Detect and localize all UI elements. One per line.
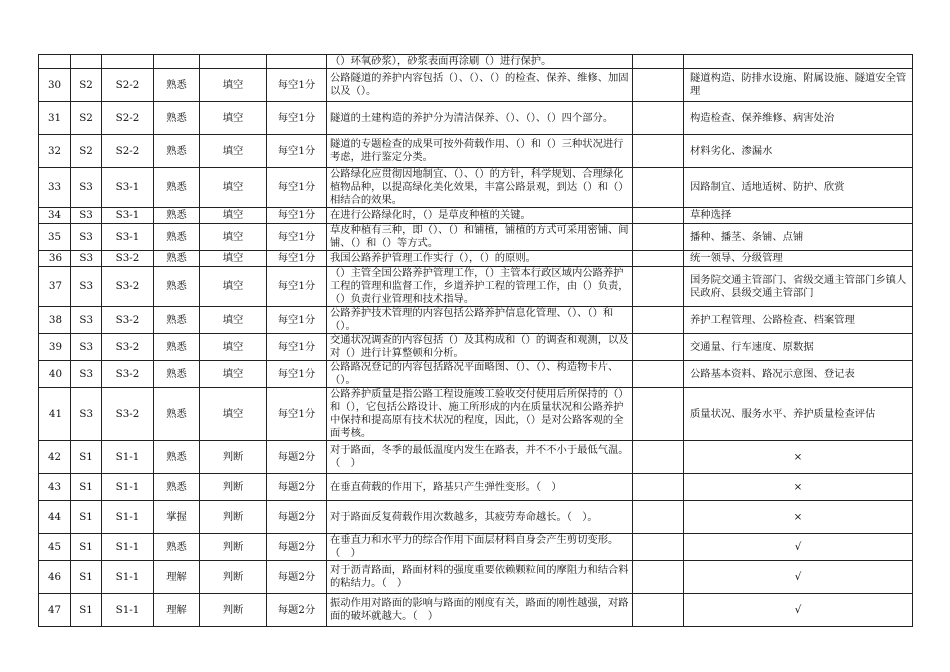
answer-text: 交通量、行车速度、原数据 <box>684 334 913 361</box>
table-row <box>39 561 913 594</box>
question-type: 填空 <box>200 69 267 102</box>
score-rule: 每空1分 <box>267 69 327 102</box>
score-rule: 每空1分 <box>267 168 327 208</box>
answer-text: 播种、播茎、条铺、点铺 <box>684 224 913 251</box>
unit-code: S2-2 <box>102 102 154 135</box>
answer-text: 国务院交通主管部门、省级交通主管部门乡镇人民政府、县级交通主管部门 <box>684 267 913 307</box>
empty-cell <box>633 102 684 135</box>
question-type: 填空 <box>200 224 267 251</box>
row-number: 41 <box>39 388 71 441</box>
table-row <box>39 267 913 307</box>
module-code: S3 <box>71 208 102 224</box>
unit-code: S3-1 <box>102 208 154 224</box>
answer-text: × <box>684 501 913 534</box>
empty-cell <box>633 334 684 361</box>
unit-code: S1-1 <box>102 561 154 594</box>
answer-text: 因路制宜、适地适树、防护、欣赏 <box>684 168 913 208</box>
answer-text: × <box>684 474 913 501</box>
table-row <box>39 251 913 267</box>
row-number: 44 <box>39 501 71 534</box>
table-row <box>39 55 913 69</box>
question-text: 草皮种植有三种，即（）、（）和铺植，铺植的方式可采用密铺、间铺、（）和（）等方式。 <box>327 224 633 251</box>
score-rule: 每题2分 <box>267 594 327 627</box>
module-code: S1 <box>71 501 102 534</box>
module-code: S1 <box>71 474 102 501</box>
unit-code: S1-1 <box>102 501 154 534</box>
score-rule: 每空1分 <box>267 102 327 135</box>
question-type: 填空 <box>200 267 267 307</box>
question-type: 判断 <box>200 561 267 594</box>
score-rule: 每空1分 <box>267 361 327 388</box>
module-code: S3 <box>71 224 102 251</box>
mastery-level: 熟悉 <box>154 135 200 168</box>
score-rule: 每空1分 <box>267 135 327 168</box>
question-text: 对于沥青路面，路面材料的强度重要依赖颗粒间的摩阻力和结合料的粘结力。（ ） <box>327 561 633 594</box>
module-code: S3 <box>71 334 102 361</box>
question-type: 填空 <box>200 334 267 361</box>
mastery-level: 熟悉 <box>154 168 200 208</box>
question-type: 填空 <box>200 361 267 388</box>
score-rule: 每空1分 <box>267 208 327 224</box>
question-text: 振动作用对路面的影响与路面的刚度有关，路面的刚性越强，对路面的破坏就越大。（ ） <box>327 594 633 627</box>
unit-code: S3-1 <box>102 168 154 208</box>
score-rule: 每题2分 <box>267 534 327 561</box>
table-row <box>39 168 913 208</box>
answer-text: √ <box>684 534 913 561</box>
question-text: 隧道的土建构造的养护分为清洁保养、（）、（）、（）四个部分。 <box>327 102 633 135</box>
empty-cell <box>633 561 684 594</box>
row-number: 42 <box>39 441 71 474</box>
table-row <box>39 474 913 501</box>
unit-code: S3-2 <box>102 267 154 307</box>
row-number: 31 <box>39 102 71 135</box>
score-rule: 每空1分 <box>267 388 327 441</box>
question-type: 判断 <box>200 534 267 561</box>
empty-cell <box>633 69 684 102</box>
question-text: 对于路面反复荷载作用次数越多，其疲劳寿命越长。（ ）。 <box>327 501 633 534</box>
empty-cell <box>633 441 684 474</box>
question-text: 在垂直荷载的作用下，路基只产生弹性变形。（ ） <box>327 474 633 501</box>
mastery-level: 熟悉 <box>154 102 200 135</box>
score-rule: 每题2分 <box>267 441 327 474</box>
row-number: 45 <box>39 534 71 561</box>
unit-code: S1-1 <box>102 441 154 474</box>
unit-code: S1-1 <box>102 534 154 561</box>
empty-cell <box>633 388 684 441</box>
question-text: 公路绿化应贯彻因地制宜、（）、（）的方针，科学规划、合理绿化植物品种，以提高绿化美化效果，丰富公路景观，到达（）和（）相结合的效果。 <box>327 168 633 208</box>
answer-text: 构造检查、保养维修、病害处治 <box>684 102 913 135</box>
score-rule: 每题2分 <box>267 561 327 594</box>
answer-text: √ <box>684 561 913 594</box>
question-type: 填空 <box>200 251 267 267</box>
table-row <box>39 334 913 361</box>
unit-code: S2-2 <box>102 69 154 102</box>
module-code: S3 <box>71 168 102 208</box>
answer-text: 材料劣化、渗漏水 <box>684 135 913 168</box>
table-row <box>39 534 913 561</box>
answer-text: √ <box>684 594 913 627</box>
question-text: 对于路面，冬季的最低温度内发生在路表，并不不小于最低气温。（ ） <box>327 441 633 474</box>
question-type: 填空 <box>200 307 267 334</box>
row-number: 43 <box>39 474 71 501</box>
mastery-level: 熟悉 <box>154 208 200 224</box>
module-code: S3 <box>71 251 102 267</box>
table-row <box>39 594 913 627</box>
answer-text: 质量状况、服务水平、养护质量检查评估 <box>684 388 913 441</box>
mastery-level: 熟悉 <box>154 267 200 307</box>
answer-text: 隧道构造、防排水设施、附属设施、隧道安全管理 <box>684 69 913 102</box>
module-code: S1 <box>71 441 102 474</box>
question-type: 填空 <box>200 135 267 168</box>
table-row <box>39 501 913 534</box>
module-code: S1 <box>71 561 102 594</box>
row-number: 39 <box>39 334 71 361</box>
question-text: 公路养护技术管理的内容包括公路养护信息化管理、（）、（）和（）。 <box>327 307 633 334</box>
module-code: S3 <box>71 267 102 307</box>
mastery-level: 熟悉 <box>154 334 200 361</box>
empty-cell <box>633 474 684 501</box>
answer-text: × <box>684 441 913 474</box>
question-text: 在进行公路绿化时，（）是草皮种植的关键。 <box>327 208 633 224</box>
question-text: （）主管全国公路养护管理工作，（）主管本行政区域内公路养护工程的管理和监督工作，乡道养护工程的管理工作，由（）负责，（）负责行业管理和技术指导。 <box>327 267 633 307</box>
question-type: 判断 <box>200 501 267 534</box>
question-type: 填空 <box>200 388 267 441</box>
question-text: 我国公路养护管理工作实行（），（）的原则。 <box>327 251 633 267</box>
answer-cell <box>684 55 913 69</box>
question-text: 公路路况登记的内容包括路况平面略图、（）、（）、构造物卡片、（）。 <box>327 361 633 388</box>
unit-code: S1-1 <box>102 474 154 501</box>
unit-code: S3-2 <box>102 251 154 267</box>
question-table <box>38 54 913 627</box>
question-text: 在垂直力和水平力的综合作用下面层材料自身会产生剪切变形。（ ） <box>327 534 633 561</box>
answer-text: 公路基本资料、路况示意图、登记表 <box>684 361 913 388</box>
mastery-level: 熟悉 <box>154 441 200 474</box>
question-type: 判断 <box>200 474 267 501</box>
answer-text: 草种选择 <box>684 208 913 224</box>
unit-code: S2-2 <box>102 135 154 168</box>
row-number: 38 <box>39 307 71 334</box>
score-rule: 每空1分 <box>267 307 327 334</box>
unit-code: S3-1 <box>102 224 154 251</box>
mastery-level: 熟悉 <box>154 361 200 388</box>
question-cell: （）环氧砂浆），砂浆表面再涂刷（）进行保护。 <box>327 55 633 69</box>
empty-cell <box>633 534 684 561</box>
question-type: 判断 <box>200 441 267 474</box>
table-row <box>39 361 913 388</box>
module-code: S1 <box>71 594 102 627</box>
mastery-level: 熟悉 <box>154 388 200 441</box>
score-rule: 每题2分 <box>267 474 327 501</box>
table-row <box>39 441 913 474</box>
unit-code: S3-2 <box>102 388 154 441</box>
row-number: 36 <box>39 251 71 267</box>
empty-cell <box>633 208 684 224</box>
mastery-level: 熟悉 <box>154 474 200 501</box>
module-code: S3 <box>71 388 102 441</box>
answer-text: 统一领导、分级管理 <box>684 251 913 267</box>
table-row <box>39 102 913 135</box>
empty-cell <box>633 307 684 334</box>
question-type: 判断 <box>200 594 267 627</box>
score-rule: 每空1分 <box>267 334 327 361</box>
mastery-level: 熟悉 <box>154 251 200 267</box>
unit-code: S1-1 <box>102 594 154 627</box>
question-type: 填空 <box>200 168 267 208</box>
mastery-level: 熟悉 <box>154 224 200 251</box>
table-row <box>39 307 913 334</box>
table-row <box>39 224 913 251</box>
mastery-level: 理解 <box>154 594 200 627</box>
question-type: 填空 <box>200 208 267 224</box>
row-number: 35 <box>39 224 71 251</box>
mastery-level: 熟悉 <box>154 307 200 334</box>
row-number: 46 <box>39 561 71 594</box>
mastery-level: 掌握 <box>154 501 200 534</box>
row-number: 33 <box>39 168 71 208</box>
score-rule: 每空1分 <box>267 251 327 267</box>
score-rule: 每题2分 <box>267 501 327 534</box>
question-text: 公路养护质量是指公路工程设施竣工验收交付使用后所保持的（）和（），它包括公路设计、施工所形成的内在质量状况和公路养护中保持和提高原有技术状况的程度，因此，（）是对公路客观的全面考核。 <box>327 388 633 441</box>
module-code: S1 <box>71 534 102 561</box>
table-row <box>39 135 913 168</box>
question-text: 公路隧道的养护内容包括（）、（）、（）的检查、保养、维修、加固以及（）。 <box>327 69 633 102</box>
score-rule: 每空1分 <box>267 267 327 307</box>
table-row <box>39 69 913 102</box>
module-code: S2 <box>71 135 102 168</box>
row-number: 37 <box>39 267 71 307</box>
empty-cell <box>633 251 684 267</box>
empty-cell <box>633 168 684 208</box>
module-code: S2 <box>71 102 102 135</box>
unit-code: S3-2 <box>102 307 154 334</box>
row-number: 34 <box>39 208 71 224</box>
table-row <box>39 208 913 224</box>
row-number: 30 <box>39 69 71 102</box>
unit-code: S3-2 <box>102 361 154 388</box>
module-code: S3 <box>71 361 102 388</box>
row-number: 32 <box>39 135 71 168</box>
unit-code: S3-2 <box>102 334 154 361</box>
mastery-level: 熟悉 <box>154 69 200 102</box>
row-number: 47 <box>39 594 71 627</box>
empty-cell <box>633 594 684 627</box>
table-row <box>39 388 913 441</box>
empty-cell <box>633 501 684 534</box>
question-text: 隧道的专题检查的成果可按外荷载作用、（）和（）三种状况进行考虑，进行鉴定分类。 <box>327 135 633 168</box>
empty-cell <box>633 135 684 168</box>
mastery-level: 熟悉 <box>154 534 200 561</box>
score-rule: 每空1分 <box>267 224 327 251</box>
module-code: S3 <box>71 307 102 334</box>
empty-cell <box>633 267 684 307</box>
empty-cell <box>633 361 684 388</box>
answer-text: 养护工程管理、公路检查、档案管理 <box>684 307 913 334</box>
mastery-level: 理解 <box>154 561 200 594</box>
empty-cell <box>633 224 684 251</box>
row-number: 40 <box>39 361 71 388</box>
module-code: S2 <box>71 69 102 102</box>
question-text: 交通状况调查的内容包括（）及其构成和（）的调查和观测，以及对（）进行计算整顿和分析。 <box>327 334 633 361</box>
question-type: 填空 <box>200 102 267 135</box>
